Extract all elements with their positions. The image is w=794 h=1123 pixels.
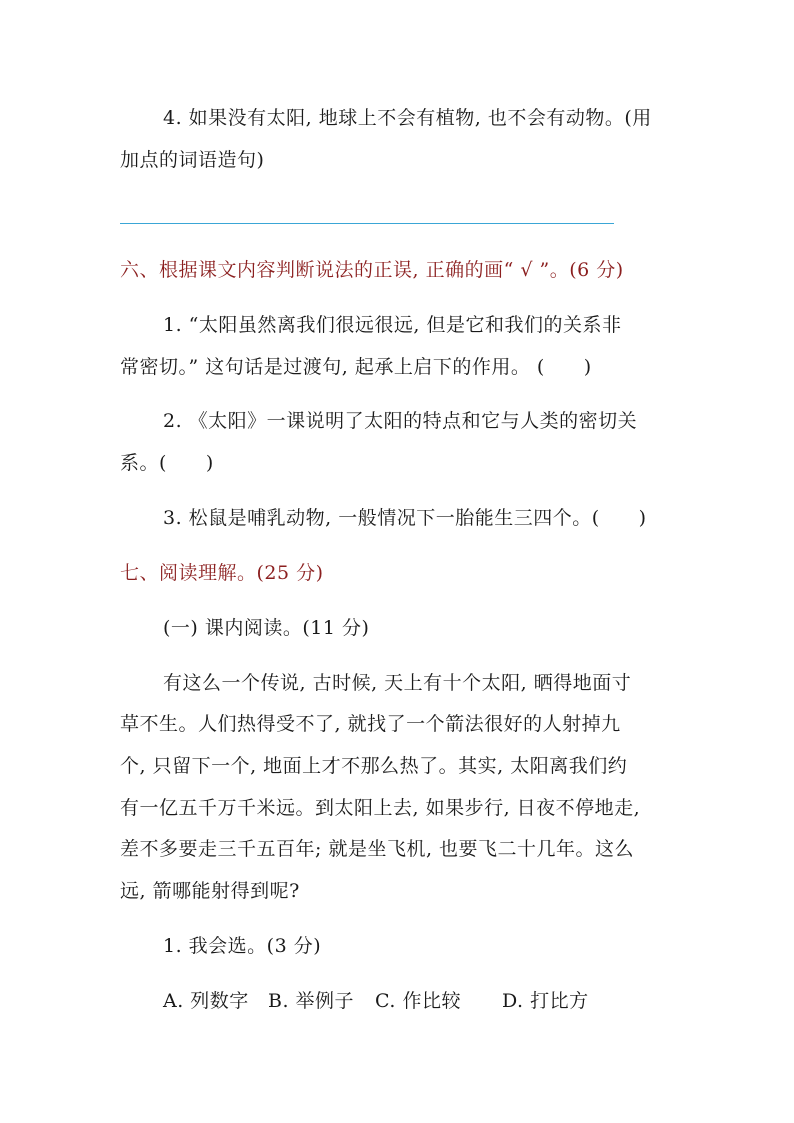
option-b: B. 举例子 bbox=[268, 990, 355, 1012]
option-d: D. 打比方 bbox=[502, 990, 589, 1012]
passage-line-3: 个, 只留下一个, 地面上才不那么热了。其实, 太阳离我们约 bbox=[120, 755, 628, 777]
section-6-item-3: 3. 松鼠是哺乳动物, 一般情况下一胎能生三四个。( ) bbox=[163, 507, 647, 529]
passage-line-4: 有一亿五千万千米远。到太阳上去, 如果步行, 日夜不停地走, bbox=[120, 797, 641, 819]
section-7-subsection-1: (一) 课内阅读。(11 分) bbox=[163, 617, 370, 639]
section-6-item-2-line-1: 2. 《太阳》一课说明了太阳的特点和它与人类的密切关 bbox=[163, 410, 638, 432]
option-c: C. 作比较 bbox=[375, 990, 461, 1012]
section-7-title: 七、阅读理解。(25 分) bbox=[120, 562, 324, 584]
section-6-item-1-line-1: 1. “太阳虽然离我们很远很远, 但是它和我们的关系非 bbox=[163, 314, 622, 336]
passage-line-2: 草不生。人们热得受不了, 就找了一个箭法很好的人射掉九 bbox=[120, 713, 621, 735]
passage-line-6: 远, 箭哪能射得到呢? bbox=[120, 880, 300, 902]
section-6-title: 六、根据课文内容判断说法的正误, 正确的画“ √ ”。(6 分) bbox=[120, 259, 624, 281]
question-4-line-1: 4. 如果没有太阳, 地球上不会有植物, 也不会有动物。(用 bbox=[163, 107, 652, 129]
section-7-question-1: 1. 我会选。(3 分) bbox=[163, 935, 322, 957]
question-4-line-2: 加点的词语造句) bbox=[120, 149, 265, 171]
passage-line-1: 有这么一个传说, 古时候, 天上有十个太阳, 晒得地面寸 bbox=[163, 672, 632, 694]
section-6-item-2-line-2: 系。( ) bbox=[120, 452, 214, 474]
answer-line bbox=[120, 223, 614, 224]
section-6-item-1-line-2: 常密切。” 这句话是过渡句, 起承上启下的作用。 ( ) bbox=[120, 356, 592, 378]
passage-line-5: 差不多要走三千五百年; 就是坐飞机, 也要飞二十几年。这么 bbox=[120, 838, 635, 860]
option-a: A. 列数字 bbox=[163, 990, 249, 1012]
